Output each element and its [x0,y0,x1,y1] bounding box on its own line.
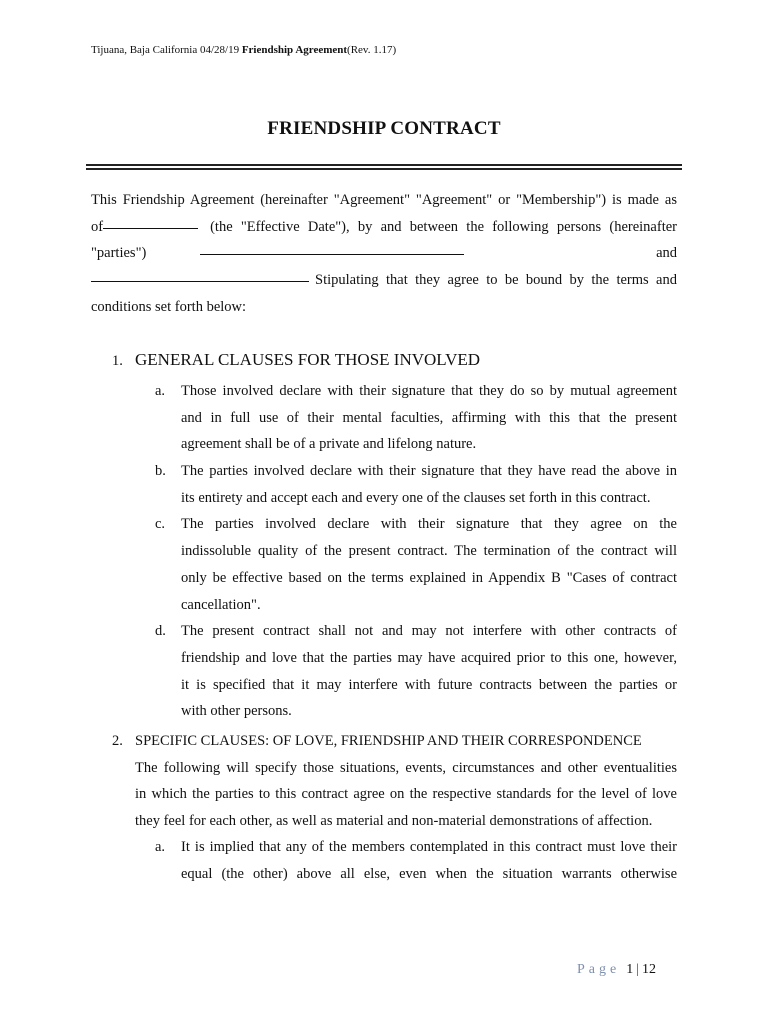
section-2-intro [112,755,677,835]
intro-line [91,214,677,241]
current-page-number: 1 [626,962,634,977]
section-heading-text: GENERAL CLAUSES FOR THOSE INVOLVED [135,350,481,369]
clause-letter: a. [155,383,166,399]
total-pages: 12 [642,962,657,977]
section-1-clauses [155,378,677,725]
clause-line: it is specified that it may interfere with future contracts between the parties or [181,676,677,693]
document-title: FRIENDSHIP CONTRACT [267,118,501,139]
header-location-date: Tijuana, Baja California 04/28/19 [91,44,242,56]
section-line: in which the parties to this contract agree on the respective standards for the level of love [135,786,677,803]
section-number: 1. [112,353,123,369]
section-line: The following will specify those situations, events, circumstances and other eventualities [135,759,677,776]
clause-line: its entirety and accept each and every one of the clauses set forth in this contract. [181,489,651,506]
clause-item [155,618,677,725]
clause-line: with other persons. [181,703,292,720]
clause-line: Those involved declare with their signature that they do so by mutual agreement [181,383,677,399]
clause-item [155,458,677,511]
section-2 [112,728,677,835]
intro-line2-pre: of [91,218,104,235]
intro-line: This Friendship Agreement (hereinafter "Agreement" "Agreement" or "Membership") is made as [91,192,677,208]
clause-item [155,378,677,458]
section-number: 2. [112,733,123,749]
clause-line: It is implied that any of the members contemplated in this contract must love their [181,839,677,855]
page-separator: | [636,962,640,977]
section-line: they feel for each other, as well as material and non-material demonstrations of affection. [135,813,653,830]
clause-letter: a. [155,839,166,855]
clause-line: The present contract shall not and may not interfere with other contracts of [181,623,677,640]
clause-item [155,834,677,887]
party-one-blank[interactable] [200,240,464,255]
clause-line: friendship and love that the parties may have acquired prior to this one, however, [181,649,677,666]
clause-letter: d. [155,623,166,640]
party-two-blank[interactable] [91,267,309,282]
section-2-heading [112,728,677,755]
clause-line: only be effective based on the terms explained in Appendix B "Cases of contract [181,569,677,586]
effective-date-blank[interactable] [103,214,198,229]
intro-line3-post: and [656,245,677,262]
section-heading-text: SPECIFIC CLAUSES: OF LOVE, FRIENDSHIP AND THEIR CORRESPONDENCE [135,733,642,749]
clause-line: and in full use of their mental faculties, affirming with this that the present [181,409,677,426]
intro-line [91,240,677,267]
clause-line: equal (the other) above all else, even when the situation warrants otherwise [181,865,677,882]
clause-letter: c. [155,516,166,533]
clause-line: agreement shall be of a private and lifelong nature. [181,436,477,453]
header-revision: (Rev. 1.17) [347,44,397,56]
title-divider [86,164,682,170]
clause-line: The parties involved declare with their signature that they agree on the [181,516,677,533]
section-2-clauses [155,834,677,887]
clause-line: indissoluble quality of the present contract. The termination of the contract will [181,543,677,560]
intro-line3-pre: "parties") [91,245,147,262]
page-label: Page [577,962,621,977]
section-1-heading [112,350,480,370]
intro-paragraph [91,187,677,320]
header-doc-name: Friendship Agreement [241,44,348,56]
intro-line2-post: (the "Effective Date"), by and between the following persons (hereinafter [210,218,677,235]
running-header [91,44,396,56]
intro-line: conditions set forth below: [91,298,247,315]
clause-letter: b. [155,463,166,480]
clause-line: cancellation". [181,596,261,613]
clause-item [155,511,677,618]
intro-line4-post: Stipulating that they agree to be bound by the terms and [315,272,677,289]
page-footer [577,962,656,978]
clause-line: The parties involved declare with their signature that they have read the above in [181,463,677,480]
intro-line [91,267,677,294]
